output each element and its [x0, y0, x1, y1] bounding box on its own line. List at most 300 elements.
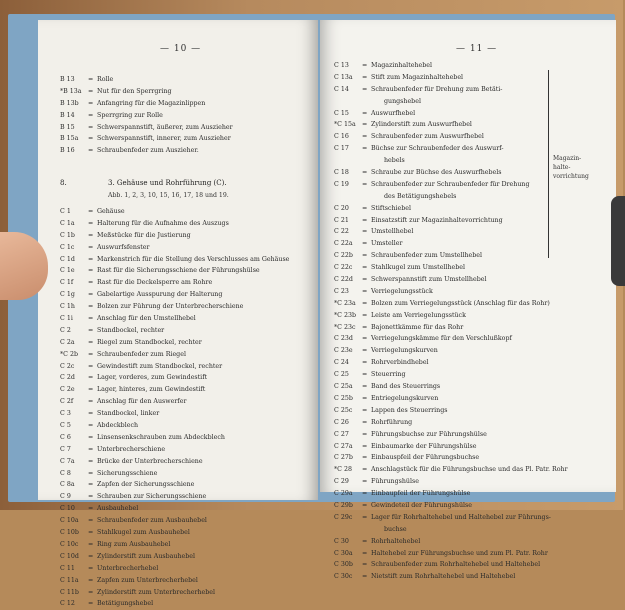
part-code: C 11	[60, 564, 75, 572]
part-code: C 19	[334, 180, 349, 188]
list-item	[334, 559, 614, 571]
part-description: Linsensenkschrauben zum Abdeckblech	[97, 433, 225, 441]
part-description: des Betätigungshebels	[384, 192, 457, 200]
part-code: C 25c	[334, 406, 353, 414]
equals-sign: =	[88, 469, 94, 477]
equals-sign: =	[362, 513, 368, 521]
equals-sign: =	[362, 394, 368, 402]
list-item	[334, 536, 614, 548]
list-item	[60, 456, 310, 468]
equals-sign: =	[88, 398, 94, 406]
list-item	[334, 441, 614, 453]
part-code: C 1d	[60, 255, 75, 263]
part-code: C 9	[60, 493, 71, 501]
part-code: C 24	[334, 359, 349, 367]
part-description: Band des Steuerrings	[371, 383, 441, 391]
list-item	[60, 74, 310, 86]
part-description: Lager, hinteres, zum Gewindestift	[97, 386, 206, 394]
part-description: Standbockel, rechter	[97, 326, 165, 334]
part-description: Einsatzstift zur Magazinhaltevorrichtung	[371, 216, 503, 224]
list-item	[60, 491, 310, 503]
equals-sign: =	[362, 62, 368, 69]
side-label-line: Magazin-	[553, 155, 582, 162]
part-code: *B 13a	[60, 87, 82, 95]
equals-sign: =	[88, 255, 94, 263]
part-code: B 15	[60, 123, 75, 131]
equals-sign: =	[362, 573, 368, 581]
part-description: Meßstücke für die Justierung	[97, 231, 191, 239]
list-item	[60, 86, 310, 98]
left-page	[38, 20, 318, 608]
list-item	[60, 218, 310, 230]
part-description: Abdeckblech	[97, 422, 139, 430]
part-code: C 10b	[60, 529, 79, 537]
parts-list	[60, 206, 310, 610]
part-description: gungshebel	[384, 97, 421, 105]
part-description: Riegel zum Standbockel, rechter	[97, 338, 202, 346]
part-code: C 10d	[60, 552, 79, 560]
part-description: buchse	[384, 525, 407, 533]
list-item	[60, 242, 310, 254]
part-description: Auswurfsfenster	[97, 243, 150, 251]
part-code: C 15	[334, 109, 349, 117]
equals-sign: =	[362, 501, 368, 509]
part-code: C 2d	[60, 374, 75, 382]
part-code: C 11a	[60, 576, 79, 584]
list-item	[60, 289, 310, 301]
equals-sign: =	[362, 180, 368, 188]
list-item	[60, 301, 310, 313]
equals-sign: =	[88, 445, 94, 453]
part-code: C 29c	[334, 513, 353, 521]
list-item	[60, 587, 310, 599]
part-description: Schraubenfeder für Drehung zum Betäti-	[371, 85, 503, 93]
list-item	[60, 313, 310, 325]
equals-sign: =	[88, 99, 94, 107]
part-description: Zylinderstift zum Ausbauhebel	[97, 552, 195, 560]
equals-sign: =	[88, 219, 94, 227]
part-description: Ring zum Ausbauhebel	[97, 540, 171, 548]
equals-sign: =	[88, 350, 94, 358]
part-description: Lager für Rohrhaltehebel und Haltehebel zur Führungs-	[371, 513, 551, 521]
part-code: C 10c	[60, 540, 79, 548]
list-item	[334, 226, 614, 238]
equals-sign: =	[362, 442, 368, 450]
equals-sign: =	[88, 433, 94, 441]
side-label-line: vorrichtung	[553, 173, 589, 180]
list-item	[334, 333, 614, 345]
list-item	[60, 325, 310, 337]
equals-sign: =	[88, 505, 94, 513]
part-description: Schrauben zur Sicherungsschiene	[97, 493, 207, 501]
equals-sign: =	[88, 374, 94, 382]
part-code: C 13	[334, 62, 349, 69]
part-description: Rast für die Sicherungsschiene der Führungshülse	[97, 267, 260, 275]
part-code: C 1f	[60, 279, 74, 287]
list-item	[334, 345, 614, 357]
parts-list	[334, 60, 614, 583]
list-item	[334, 393, 614, 405]
part-description: Stahlkugel zum Umstellhebel	[371, 264, 466, 272]
equals-sign: =	[362, 359, 368, 367]
part-description: Standbockel, linker	[97, 410, 160, 418]
equals-sign: =	[362, 335, 368, 343]
equals-sign: =	[88, 315, 94, 323]
list-item	[334, 238, 614, 250]
part-code: C 2f	[60, 398, 74, 406]
part-code: C 23d	[334, 335, 353, 343]
page-number: — 11 —	[456, 44, 498, 54]
part-description: Anschlag für den Auswerfer	[97, 398, 187, 406]
equals-sign: =	[362, 216, 368, 224]
list-item	[334, 500, 614, 512]
part-description: Führungshülse	[371, 478, 419, 486]
equals-sign: =	[362, 228, 368, 236]
part-description: Magazinhaltehebel	[371, 62, 433, 69]
part-description: Sperrgring zur Rolle	[97, 111, 163, 119]
part-description: Auswurfhebel	[371, 109, 416, 117]
part-description: Schraubenfeder zum Rohrhaltehebel und Haltehebel	[371, 561, 541, 569]
list-item	[60, 527, 310, 539]
list-item	[334, 191, 614, 203]
list-item	[334, 512, 614, 524]
part-description: Schraubenfeder zum Riegel	[97, 350, 186, 358]
part-description: Umsteller	[371, 240, 403, 248]
part-code: B 13b	[60, 99, 79, 107]
part-code: C 30a	[334, 549, 353, 557]
equals-sign: =	[88, 267, 94, 275]
part-description: Schwerspannstift zum Umstellhebel	[371, 276, 487, 284]
part-description: Lager, vorderes, zum Gewindestift	[97, 374, 208, 382]
equals-sign: =	[88, 147, 94, 155]
equals-sign: =	[88, 279, 94, 287]
equals-sign: =	[362, 418, 368, 426]
equals-sign: =	[88, 208, 94, 215]
list-item	[60, 479, 310, 491]
part-description: Schwerspannstift, innerer, zum Auszieher	[97, 135, 231, 143]
part-description: Zylinderstift zum Unterbrecherhebel	[97, 588, 216, 596]
equals-sign: =	[362, 121, 368, 129]
part-code: C 10	[60, 505, 75, 513]
list-item	[60, 372, 310, 384]
part-description: Rohrführung	[371, 418, 413, 426]
part-code: C 1a	[60, 219, 75, 227]
equals-sign: =	[362, 323, 368, 331]
side-label-line: halte-	[553, 164, 571, 171]
list-item	[334, 310, 614, 322]
part-code: C 17	[334, 145, 349, 153]
part-code: B 13	[60, 76, 75, 83]
part-description: Brücke der Unterbrecherschiene	[97, 457, 203, 465]
list-item	[334, 215, 614, 227]
part-code: *C 15a	[334, 121, 356, 129]
equals-sign: =	[88, 386, 94, 394]
list-item	[334, 119, 614, 131]
equals-sign: =	[88, 457, 94, 465]
part-description: Verriegelungskurven	[371, 347, 438, 355]
part-description: Rohrverbindhebel	[371, 359, 429, 367]
list-item	[334, 464, 614, 476]
part-code: C 1b	[60, 231, 75, 239]
part-code: C 1i	[60, 315, 73, 323]
part-code: C 30b	[334, 561, 353, 569]
part-description: Bajonettkämme für das Rohr	[371, 323, 464, 331]
list-item	[334, 286, 614, 298]
part-description: Schraubenfeder zum Ausbauhebel	[97, 517, 207, 525]
list-item	[334, 369, 614, 381]
list-item	[60, 420, 310, 432]
part-description: Umstellhebel	[371, 228, 414, 236]
part-code: C 7	[60, 445, 71, 453]
part-code: *C 2b	[60, 350, 79, 358]
list-item	[334, 357, 614, 369]
equals-sign: =	[362, 204, 368, 212]
list-item	[334, 131, 614, 143]
part-description: Lappen des Steuerrings	[371, 406, 448, 414]
part-code: C 1e	[60, 267, 75, 275]
list-item	[334, 96, 614, 108]
part-description: Gehäuse	[97, 208, 125, 215]
part-code: B 16	[60, 147, 75, 155]
open-book	[8, 14, 615, 608]
equals-sign: =	[88, 326, 94, 334]
list-item	[60, 396, 310, 408]
list-item	[60, 361, 310, 373]
equals-sign: =	[88, 588, 94, 596]
part-code: C 2a	[60, 338, 75, 346]
part-description: Anschlag für den Umstellhebel	[97, 315, 196, 323]
equals-sign: =	[88, 481, 94, 489]
part-description: Ausbauhebel	[97, 505, 139, 513]
equals-sign: =	[88, 111, 94, 119]
part-code: C 5	[60, 422, 71, 430]
part-description: Anfangring für die Magazinlippen	[97, 99, 206, 107]
list-item	[334, 571, 614, 583]
part-description: Schraubenfeder zum Auszieher.	[97, 147, 199, 155]
part-description: Zylinderstift zum Auswurfhebel	[371, 121, 472, 129]
part-code: C 22a	[334, 240, 353, 248]
list-item	[334, 405, 614, 417]
equals-sign: =	[362, 145, 368, 153]
equals-sign: =	[362, 240, 368, 248]
equals-sign: =	[362, 85, 368, 93]
part-code: C 23	[334, 287, 349, 295]
part-code: *C 23a	[334, 299, 356, 307]
list-item	[60, 563, 310, 575]
list-item	[334, 60, 614, 72]
part-description: Zapfen zum Unterbrecherhebel	[97, 576, 198, 584]
list-item	[60, 384, 310, 396]
list-item	[334, 548, 614, 560]
list-item	[60, 503, 310, 515]
list-item	[60, 432, 310, 444]
side-group-label	[553, 154, 613, 181]
part-code: C 29	[334, 478, 349, 486]
part-description: Gabelartige Ausspurung der Halterung	[97, 291, 223, 299]
list-item	[60, 277, 310, 289]
list-item	[334, 274, 614, 286]
list-item	[334, 72, 614, 84]
part-code: C 10a	[60, 517, 79, 525]
part-code: C 1	[60, 208, 71, 215]
equals-sign: =	[88, 291, 94, 299]
part-code: C 2	[60, 326, 71, 334]
equals-sign: =	[362, 287, 368, 295]
equals-sign: =	[362, 430, 368, 438]
part-code: *C 28	[334, 466, 352, 474]
equals-sign: =	[88, 303, 94, 311]
part-description: Gewindeteil der Führungshülse	[371, 501, 472, 509]
part-description: Einbaupfeil der Führungshülse	[371, 490, 471, 498]
equals-sign: =	[362, 299, 368, 307]
holding-clip	[611, 196, 625, 286]
equals-sign: =	[362, 73, 368, 81]
part-code: C 22d	[334, 276, 353, 284]
equals-sign: =	[362, 169, 368, 177]
equals-sign: =	[362, 478, 368, 486]
part-description: Bolzen zur Führung der Unterbrecherschiene	[97, 303, 244, 311]
list-item	[334, 381, 614, 393]
part-code: C 16	[334, 133, 349, 141]
equals-sign: =	[362, 406, 368, 414]
part-code: C 18	[334, 169, 349, 177]
part-description: Verriegelungsstück	[371, 287, 433, 295]
part-code: C 2e	[60, 386, 75, 394]
part-description: Stift zum Magazinhaltehebel	[371, 73, 464, 81]
part-description: Betätigungshebel	[97, 600, 154, 608]
part-code: C 22	[334, 228, 349, 236]
part-code: *C 23c	[334, 323, 356, 331]
part-description: Rolle	[97, 76, 114, 83]
part-description: Anschlagstück für die Führungsbuchse und das Pl. Patr. Rohr	[371, 466, 568, 474]
equals-sign: =	[88, 529, 94, 537]
equals-sign: =	[362, 133, 368, 141]
part-description: Stahlkugel zum Ausbauhebel	[97, 529, 190, 537]
part-code: C 22c	[334, 264, 353, 272]
part-code: C 21	[334, 216, 349, 224]
equals-sign: =	[88, 564, 94, 572]
part-code: C 20	[334, 204, 349, 212]
equals-sign: =	[88, 410, 94, 418]
section-title: 3. Gehäuse und Rohrführung (C).	[108, 179, 227, 187]
list-item	[60, 349, 310, 361]
part-description: Entriegelungskurven	[371, 394, 439, 402]
part-description: Gewindestift zum Standbockel, rechter	[97, 362, 223, 370]
part-description: hebels	[384, 157, 405, 165]
list-item	[334, 476, 614, 488]
list-item	[60, 539, 310, 551]
part-description: Nut für den Sperrgring	[97, 87, 172, 95]
equals-sign: =	[88, 135, 94, 143]
part-description: Büchse zur Schraubenfeder des Auswurf-	[371, 145, 504, 153]
part-description: Schraube zur Büchse des Auswurfhebels	[371, 169, 502, 177]
list-item	[334, 250, 614, 262]
equals-sign: =	[88, 87, 94, 95]
part-code: C 14	[334, 85, 349, 93]
list-item	[60, 206, 310, 218]
part-code: C 1g	[60, 291, 75, 299]
list-item	[334, 322, 614, 334]
list-item	[60, 551, 310, 563]
part-code: C 27b	[334, 454, 353, 462]
list-item	[60, 145, 310, 157]
list-item	[60, 254, 310, 266]
equals-sign: =	[88, 552, 94, 560]
part-code: B 14	[60, 111, 75, 119]
part-code: C 27a	[334, 442, 353, 450]
list-item	[60, 515, 310, 527]
equals-sign: =	[88, 362, 94, 370]
part-description: Einbauspfeil der Führungsbuchse	[371, 454, 480, 462]
part-description: Sicherungsschiene	[97, 469, 158, 477]
part-description: Rohrhaltehebel	[371, 537, 421, 545]
equals-sign: =	[362, 454, 368, 462]
equals-sign: =	[88, 231, 94, 239]
list-item	[334, 488, 614, 500]
right-page	[320, 20, 616, 581]
part-code: C 8	[60, 469, 71, 477]
list-item	[334, 298, 614, 310]
list-item	[60, 133, 310, 145]
part-description: Markenstrich für die Stellung des Verschlusses am Gehäuse	[97, 255, 290, 263]
part-description: Führungsbuchse zur Führungshülse	[371, 430, 487, 438]
part-code: C 27	[334, 430, 349, 438]
part-code: C 25	[334, 371, 349, 379]
part-code: C 11b	[60, 588, 79, 596]
list-item	[60, 468, 310, 480]
part-description: Unterbrecherschiene	[97, 445, 166, 453]
list-item	[334, 429, 614, 441]
part-code: *C 23b	[334, 311, 357, 319]
equals-sign: =	[88, 338, 94, 346]
part-description: Einbaumarke der Führungshülse	[371, 442, 477, 450]
part-code: B 15a	[60, 135, 79, 143]
part-code: C 22b	[334, 252, 353, 260]
figure-reference: Abb. 1, 2, 3, 10, 15, 16, 17, 18 und 19.	[108, 192, 229, 199]
list-item	[60, 230, 310, 242]
equals-sign: =	[88, 576, 94, 584]
equals-sign: =	[88, 600, 94, 608]
part-code: C 25b	[334, 394, 353, 402]
list-item	[60, 444, 310, 456]
part-code: C 30	[334, 537, 349, 545]
list-item	[60, 110, 310, 122]
part-code: C 23e	[334, 347, 353, 355]
equals-sign: =	[362, 383, 368, 391]
list-item	[60, 575, 310, 587]
part-code: C 29b	[334, 501, 353, 509]
part-code: C 12	[60, 600, 75, 608]
part-code: C 1c	[60, 243, 75, 251]
part-description: Schraubenfeder zum Auswurfhebel	[371, 133, 484, 141]
page-number: — 10 —	[160, 44, 202, 54]
part-code: C 29a	[334, 490, 353, 498]
part-code: C 2c	[60, 362, 75, 370]
part-description: Stiftschiebel	[371, 204, 412, 212]
equals-sign: =	[362, 371, 368, 379]
equals-sign: =	[362, 109, 368, 117]
parts-list-top	[60, 74, 310, 157]
part-description: Nietstift zum Rohrhaltehebel und Haltehebel	[371, 573, 516, 581]
part-description: Haltehebel zur Führungsbuchse und zum Pl. Patr. Rohr	[371, 549, 548, 557]
list-item	[60, 265, 310, 277]
list-item	[60, 98, 310, 110]
equals-sign: =	[88, 123, 94, 131]
list-item	[60, 408, 310, 420]
part-description: Schwerspannstift, äußerer, zum Auszieher	[97, 123, 233, 131]
equals-sign: =	[362, 347, 368, 355]
equals-sign: =	[88, 422, 94, 430]
